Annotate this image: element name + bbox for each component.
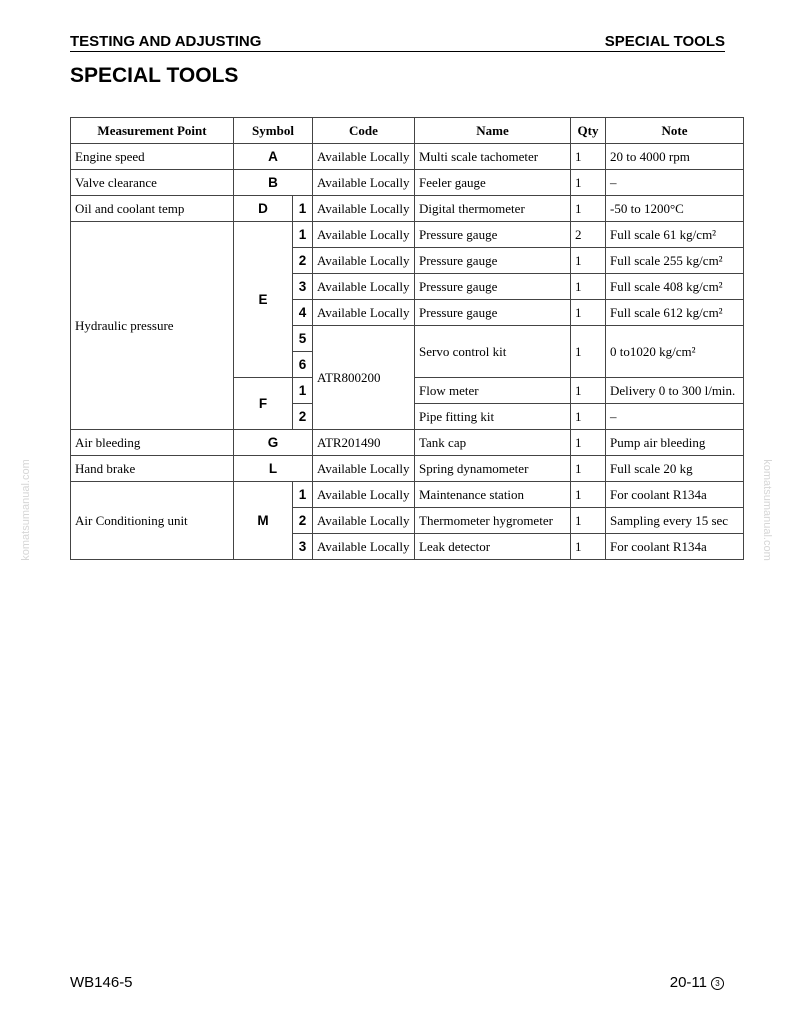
watermark-right: komatsumanual.com [761,459,773,561]
note: -50 to 1200°C [606,196,744,222]
table-header-row [71,118,744,144]
table-row [71,456,744,482]
measurement-point: Air bleeding [71,430,234,456]
note: Pump air bleeding [606,430,744,456]
symbol: E [234,222,293,378]
sub-number: 4 [293,300,313,326]
table-row [71,196,744,222]
note: 20 to 4000 rpm [606,144,744,170]
note: Full scale 255 kg/cm² [606,248,744,274]
code: Available Locally [313,482,415,508]
qty: 1 [571,196,606,222]
qty: 1 [571,300,606,326]
qty: 1 [571,378,606,404]
sub-number: 3 [293,274,313,300]
symbol: A [234,144,313,170]
sub-number: 1 [293,196,313,222]
code: Available Locally [313,274,415,300]
measurement-point: Air Conditioning unit [71,482,234,560]
sub-number: 1 [293,482,313,508]
measurement-point: Oil and coolant temp [71,196,234,222]
symbol: D [234,196,293,222]
table-row [71,170,744,196]
note: For coolant R134a [606,534,744,560]
note: Full scale 20 kg [606,456,744,482]
code: ATR201490 [313,430,415,456]
header-name: Name [415,118,571,144]
qty: 1 [571,248,606,274]
code: Available Locally [313,508,415,534]
sub-number: 2 [293,404,313,430]
tool-name: Pressure gauge [415,300,571,326]
tool-name: Thermometer hygrometer [415,508,571,534]
code: Available Locally [313,196,415,222]
header-note: Note [606,118,744,144]
code: Available Locally [313,222,415,248]
symbol: M [234,482,293,560]
tool-name: Pressure gauge [415,248,571,274]
sub-number: 2 [293,508,313,534]
sub-number: 6 [293,352,313,378]
table-row [71,144,744,170]
tool-name: Servo control kit [415,326,571,378]
note: – [606,404,744,430]
header-code: Code [313,118,415,144]
table-row [71,430,744,456]
special-tools-table [70,117,744,560]
note: 0 to1020 kg/cm² [606,326,744,378]
tool-name: Tank cap [415,430,571,456]
table-row [71,482,744,508]
qty: 1 [571,456,606,482]
sub-number: 2 [293,248,313,274]
qty: 1 [571,170,606,196]
tool-name: Multi scale tachometer [415,144,571,170]
measurement-point: Hand brake [71,456,234,482]
tool-name: Maintenance station [415,482,571,508]
note: – [606,170,744,196]
symbol: B [234,170,313,196]
chapter-title: SPECIAL TOOLS [604,33,725,50]
sub-number: 5 [293,326,313,352]
section-title: TESTING AND ADJUSTING [70,33,262,50]
code: ATR800200 [313,326,415,430]
page-header [70,33,725,52]
code: Available Locally [313,534,415,560]
page-number: 20-11 [669,974,707,991]
note: Sampling every 15 sec [606,508,744,534]
symbol: L [234,456,313,482]
qty: 1 [571,508,606,534]
symbol: F [234,378,293,430]
qty: 1 [571,326,606,378]
measurement-point: Engine speed [71,144,234,170]
tool-name: Feeler gauge [415,170,571,196]
header-symbol: Symbol [234,118,313,144]
measurement-point: Hydraulic pressure [71,222,234,430]
header-measurement-point: Measurement Point [71,118,234,144]
code: Available Locally [313,456,415,482]
footer-model: WB146-5 [70,974,133,991]
tool-name: Pipe fitting kit [415,404,571,430]
note: Full scale 408 kg/cm² [606,274,744,300]
qty: 1 [571,404,606,430]
tool-name: Spring dynamometer [415,456,571,482]
measurement-point: Valve clearance [71,170,234,196]
sub-number: 1 [293,222,313,248]
qty: 1 [571,482,606,508]
tool-name: Flow meter [415,378,571,404]
tool-name: Pressure gauge [415,222,571,248]
code: Available Locally [313,144,415,170]
sub-number: 1 [293,378,313,404]
tool-name: Leak detector [415,534,571,560]
footer-page [670,974,724,991]
symbol: G [234,430,313,456]
note: Full scale 61 kg/cm² [606,222,744,248]
tool-name: Digital thermometer [415,196,571,222]
code: Available Locally [313,170,415,196]
watermark-left: komatsumanual.com [20,459,32,561]
revision-mark: 3 [711,977,724,990]
qty: 1 [571,534,606,560]
note: For coolant R134a [606,482,744,508]
qty: 2 [571,222,606,248]
page-title: SPECIAL TOOLS [70,64,239,87]
note: Full scale 612 kg/cm² [606,300,744,326]
code: Available Locally [313,300,415,326]
table-row [71,222,744,248]
sub-number: 3 [293,534,313,560]
header-qty: Qty [571,118,606,144]
note: Delivery 0 to 300 l/min. [606,378,744,404]
qty: 1 [571,274,606,300]
tool-name: Pressure gauge [415,274,571,300]
code: Available Locally [313,248,415,274]
qty: 1 [571,144,606,170]
qty: 1 [571,430,606,456]
